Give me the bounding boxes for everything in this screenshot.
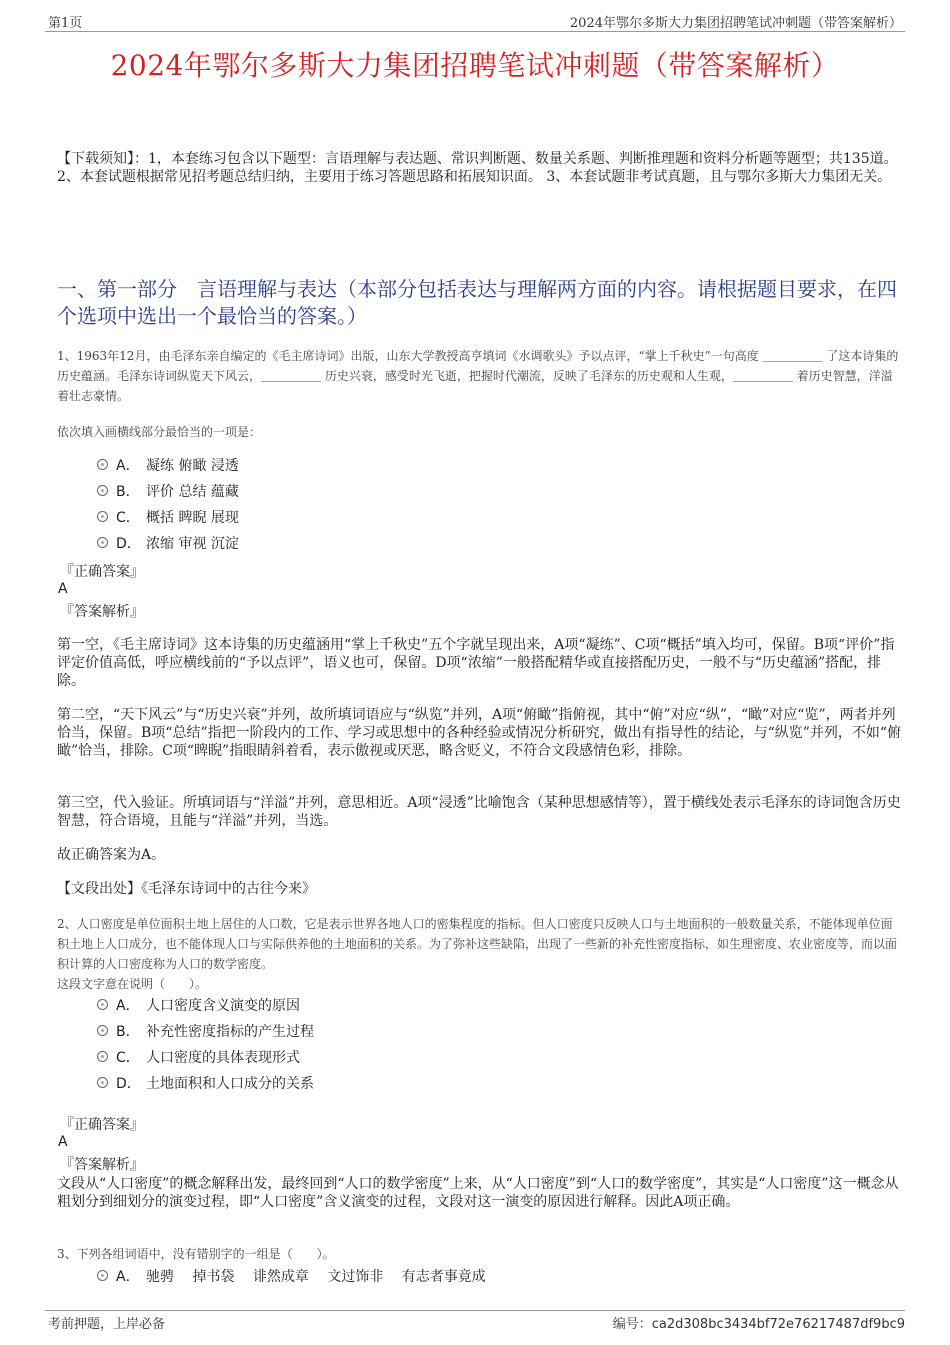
question-2-prompt: 这段文字意在说明（ ）。 [57, 977, 208, 991]
question-2-option-d[interactable] [97, 1073, 314, 1095]
question-2-answer: A [58, 1134, 68, 1150]
question-1-analysis-p3: 第三空，代入验证。所填词语与“洋溢”并列，意思相近。A项“浸透”比喻饱含（某种思想感情等），置于横线处表示毛泽东的诗词饱含历史智慧，符合语境，且能与“洋溢”并列，当选。 [57, 795, 901, 829]
radio-icon[interactable] [97, 511, 108, 522]
question-1-option-b[interactable] [97, 481, 239, 503]
footer-slogan: 考前押题，上岸必备 [48, 1317, 166, 1332]
header-divider [45, 31, 905, 32]
footer-divider [45, 1310, 905, 1311]
option-text: 凝练 俯瞰 浸透 [146, 458, 239, 474]
question-1-option-a[interactable] [97, 455, 239, 477]
question-1-stem: 1、1963年12月，由毛泽东亲自编定的《毛主席诗词》出版，山东大学教授高亨填词《水调歌头》予以点评，“掌上千秋史”一句高度 ＿＿＿＿＿ 了这本诗集的历史蕴涵。毛泽东诗词纵览天下风云，＿＿＿＿＿ 历史兴衰，感受时光飞逝，把握时代潮流，反映了毛泽东的历史观和人生观，＿＿＿＿＿ 着历史智慧，洋溢着壮志豪情。 [57, 349, 899, 403]
radio-icon[interactable] [97, 1270, 108, 1281]
option-text: 人口密度的具体表现形式 [146, 1050, 300, 1066]
option-text: 浓缩 审视 沉淀 [146, 536, 239, 552]
option-text: 评价 总结 蕴藏 [146, 484, 239, 500]
option-letter: A． [116, 998, 140, 1014]
option-text: 概括 睥睨 展现 [146, 510, 239, 526]
radio-icon[interactable] [97, 485, 108, 496]
option-letter: D． [116, 1076, 141, 1092]
question-1-analysis-p2: 第二空，“天下风云”与“历史兴衰”并列，故所填词语应与“纵览”并列，A项“俯瞰”指俯视，其中“俯”对应“纵”，“瞰”对应“览”，两者并列恰当，保留。B项“总结”指把一阶段内的工作、学习或思想中的各种经验或情况分析研究，做出有指导性的结论，与“纵览”并列，不如“俯瞰”恰当，排除。C项“睥睨”指眼睛斜着看，表示傲视或厌恶，略含贬义，不符合文段感情色彩，排除。 [57, 707, 902, 759]
option-letter: D． [116, 536, 141, 552]
question-2-answer-label: 『正确答案』 [60, 1117, 144, 1133]
option-text: 土地面积和人口成分的关系 [146, 1076, 314, 1092]
radio-icon[interactable] [97, 999, 108, 1010]
question-1-conclusion: 故正确答案为A。 [57, 847, 166, 863]
option-letter: A． [116, 458, 140, 474]
question-2-option-b[interactable] [97, 1021, 314, 1043]
option-letter: A． [116, 1269, 140, 1285]
question-1-option-c[interactable] [97, 507, 239, 529]
radio-icon[interactable] [97, 537, 108, 548]
download-notice: 【下载须知】：1，本套练习包含以下题型：言语理解与表达题、常识判断题、数量关系题、判断推理题和资料分析题等题型；共135道。 2、本套试题根据常见招考题总结归纳，主要用于练习答题思路和拓展知识面。 3、本套试题非考试真题，且与鄂尔多斯大力集团无关。 [57, 151, 898, 185]
page-title: 2024年鄂尔多斯大力集团招聘笔试冲刺题（带答案解析） [110, 49, 840, 82]
radio-icon[interactable] [97, 1051, 108, 1062]
question-1-option-d[interactable] [97, 533, 239, 555]
page-number: 第1页 [48, 16, 83, 31]
header-doc-title: 2024年鄂尔多斯大力集团招聘笔试冲刺题（带答案解析） [569, 16, 902, 31]
option-letter: B． [116, 484, 140, 500]
question-1-source: 【文段出处】《毛泽东诗词中的古往今来》 [57, 881, 316, 897]
footer-code-value: ca2d308bc3434bf72e76217487df9bc9 [651, 1317, 905, 1332]
option-letter: B． [116, 1024, 140, 1040]
option-text: 补充性密度指标的产生过程 [146, 1024, 314, 1040]
option-letter: C． [116, 1050, 140, 1066]
question-1-analysis-p1: 第一空，《毛主席诗词》这本诗集的历史蕴涵用“掌上千秋史”五个字就呈现出来，A项“凝练”、C项“概括”填入均可，保留。B项“评价”指评定价值高低，呼应横线前的“予以点评”，语义也可，保留。D项“浓缩”一般搭配精华或直接搭配历史，一般不与“历史蕴涵”搭配，排除。 [57, 637, 895, 689]
question-1-answer: A [58, 581, 68, 597]
question-1-prompt: 依次填入画横线部分最恰当的一项是： [57, 425, 262, 439]
option-letter: C． [116, 510, 140, 526]
radio-icon[interactable] [97, 1077, 108, 1088]
question-3-option-a[interactable] [97, 1266, 486, 1288]
radio-icon[interactable] [97, 459, 108, 470]
radio-icon[interactable] [97, 1025, 108, 1036]
question-2-option-a[interactable] [97, 995, 300, 1017]
option-text: 驰骋 掉书袋 诽然成章 文过饰非 有志者事竟成 [146, 1269, 486, 1285]
question-2-analysis: 文段从“人口密度”的概念解释出发，最终回到“人口的数学密度”上来，从“人口密度”到“人口的数学密度”，其实是“人口密度”这一概念从粗划分到细划分的演变过程，即“人口密度”含义演变的过程，文段对这一演变的原因进行解释。因此A项正确。 [57, 1176, 899, 1210]
question-3-stem: 3、下列各组词语中，没有错别字的一组是（ ）。 [57, 1247, 335, 1261]
question-2-stem: 2、人口密度是单位面积土地上居住的人口数，它是表示世界各地人口的密集程度的指标。但人口密度只反映人口与土地面积的一般数量关系，不能体现单位面积土地上人口成分，也不能体现人口与实际供养他的土地面积的关系。为了弥补这些缺陷，出现了一些新的补充性密度指标，如生理密度、农业密度等，而以面积计算的人口密度称为人口的数学密度。 [57, 917, 898, 971]
section-heading: 一、第一部分 言语理解与表达（本部分包括表达与理解两方面的内容。请根据题目要求，在四个选项中选出一个最恰当的答案。） [57, 277, 897, 328]
option-text: 人口密度含义演变的原因 [146, 998, 300, 1014]
question-2-analysis-label: 『答案解析』 [60, 1157, 144, 1173]
question-1-analysis-label: 『答案解析』 [60, 604, 144, 620]
question-2-option-c[interactable] [97, 1047, 300, 1069]
question-1-answer-label: 『正确答案』 [60, 564, 144, 580]
footer-code-label: 编号： [612, 1317, 652, 1332]
footer-code [613, 1313, 905, 1332]
